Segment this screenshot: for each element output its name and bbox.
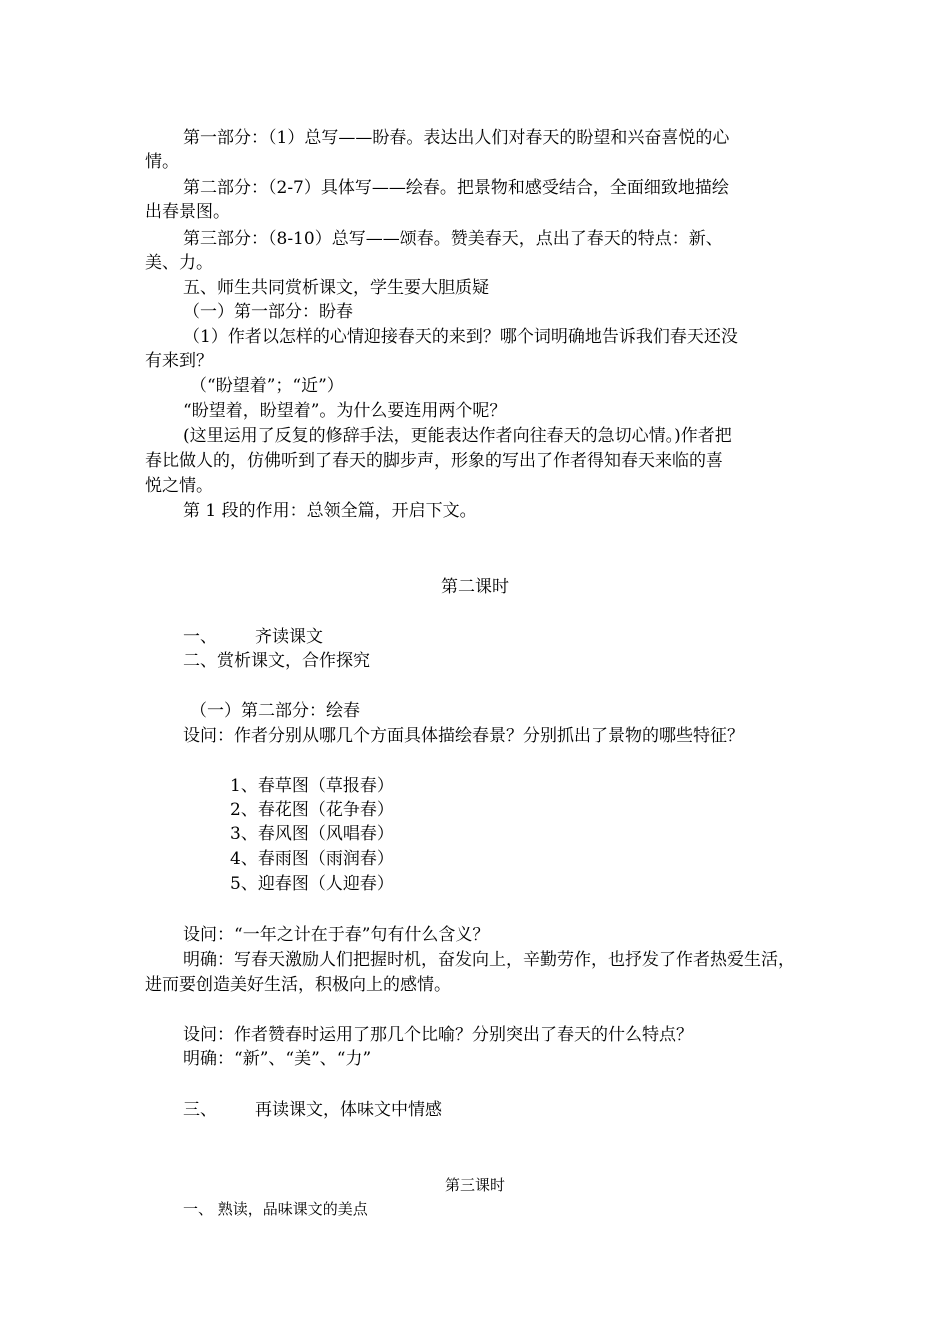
text-line: 春比做人的，仿佛听到了春天的脚步声，形象的写出了作者得知春天来临的喜: [145, 451, 723, 471]
text-line: （“盼望着”；“近”）: [190, 376, 344, 396]
text-line: 美、力。: [145, 253, 213, 273]
lesson-title: 第二课时: [441, 577, 509, 597]
answer-line: 明确：“新”、“美”、“力”: [183, 1049, 372, 1069]
answer-line: 明确：写春天激励人们把握时机，奋发向上，辛勤劳作，也抒发了作者热爱生活，: [183, 950, 795, 970]
subsection-heading: （一）第二部分：绘春: [190, 701, 360, 721]
text-line: (这里运用了反复的修辞手法，更能表达作者向往春天的急切心情。)作者把: [183, 426, 732, 446]
list-item: 4、春雨图（雨润春）: [230, 849, 394, 869]
subsection-heading: （一）第一部分：盼春: [183, 302, 353, 322]
text-line: 第 1 段的作用：总领全篇，开启下文。: [183, 501, 477, 521]
text-line: 出春景图。: [145, 202, 230, 222]
text-line: 有来到？: [145, 351, 213, 371]
section-number: 三、: [183, 1100, 217, 1120]
section-heading: [183, 1098, 903, 1122]
section-heading: 二、赏析课文，合作探究: [183, 651, 370, 671]
list-item: 3、春风图（风唱春）: [230, 824, 394, 844]
lesson-title: 第三课时: [444, 1176, 505, 1194]
question-line: 设问：“一年之计在于春”句有什么含义？: [183, 925, 490, 945]
section-heading: 五、师生共同赏析课文，学生要大胆质疑: [183, 278, 489, 298]
question-line: 设问：作者分别从哪几个方面具体描绘春景？分别抓出了景物的哪些特征？: [183, 726, 744, 746]
text-line: “盼望着，盼望着”。为什么要连用两个呢？: [183, 401, 507, 421]
text-line: 第二部分：（2-7）具体写——绘春。把景物和感受结合，全面细致地描绘: [183, 178, 729, 198]
list-item: 2、春花图（花争春）: [230, 800, 394, 820]
text-line: 第一部分：（1）总写——盼春。表达出人们对春天的盼望和兴奋喜悦的心: [183, 128, 730, 148]
question-line: 设问：作者赞春时运用了那几个比喻？分别突出了春天的什么特点？: [183, 1025, 693, 1045]
answer-line: 进而要创造美好生活，积极向上的感情。: [145, 975, 451, 995]
section-heading: [183, 625, 903, 649]
text-line: 悦之情。: [145, 476, 213, 496]
section-heading: 一、 熟读，品味课文的美点: [183, 1200, 368, 1218]
list-item: 5、迎春图（人迎春）: [230, 874, 394, 894]
section-number: 一、: [183, 627, 217, 647]
section-text: 齐读课文: [255, 627, 323, 647]
text-line: 第三部分：（8-10）总写——颂春。赞美春天，点出了春天的特点：新、: [183, 229, 723, 249]
text-line: 情。: [145, 152, 179, 172]
section-text: 再读课文，体味文中情感: [255, 1100, 442, 1120]
text-line: （1）作者以怎样的心情迎接春天的来到？哪个词明确地告诉我们春天还没: [183, 327, 738, 347]
list-item: 1、春草图（草报春）: [230, 776, 394, 796]
